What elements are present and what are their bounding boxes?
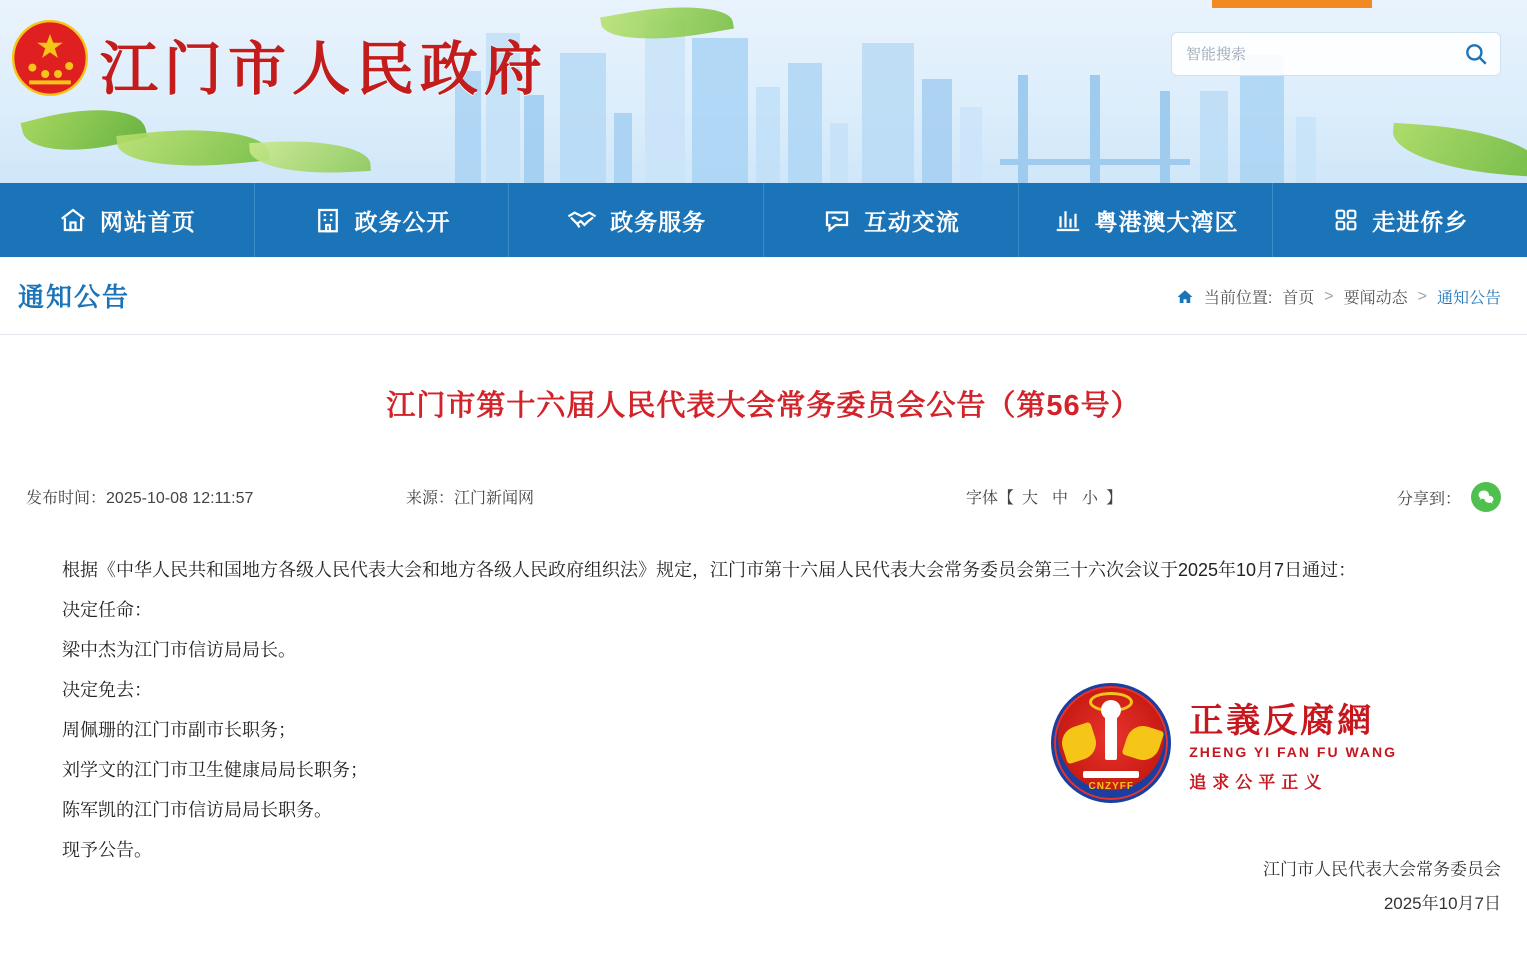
- skyline-decoration: [1200, 91, 1228, 183]
- article-paragraph: 决定任命：: [62, 600, 152, 620]
- search-box[interactable]: [1171, 32, 1501, 76]
- breadcrumb-prefix: 当前位置:: [1203, 290, 1273, 307]
- nav-label: 网站首页: [99, 208, 196, 235]
- font-size-label-end: 】: [1106, 489, 1123, 507]
- justice-scales-badge-icon: [1051, 683, 1171, 803]
- watermark-name-cn: 正義反腐網: [1189, 701, 1375, 741]
- watermark-slogan: 追求公平正义: [1189, 773, 1328, 792]
- article-paragraph: 现予公告。: [62, 840, 152, 860]
- watermark-badge-tag: CNZYFF: [1088, 781, 1134, 792]
- signature-date: 2025年10月7日: [1383, 894, 1501, 913]
- skyline-decoration: [614, 113, 632, 183]
- breadcrumb-item-current: 通知公告: [1436, 290, 1501, 307]
- source-label: 来源：: [406, 489, 455, 507]
- bridge-decoration: [1000, 63, 1190, 183]
- main-navigation: [0, 183, 1527, 257]
- breadcrumb-separator: >: [1324, 287, 1334, 305]
- skyline-decoration: [524, 95, 544, 183]
- watermark-name-pinyin: ZHENG YI FAN FU WANG: [1189, 744, 1397, 760]
- breadcrumb-bar: [0, 257, 1527, 335]
- skyline-decoration: [862, 43, 914, 183]
- publish-time-value: 2025-10-08 12:11:57: [106, 489, 254, 507]
- article-paragraph: 刘学文的江门市卫生健康局局长职务；: [62, 760, 368, 780]
- search-input[interactable]: [1172, 46, 1452, 63]
- home-icon: [1176, 288, 1194, 306]
- signature-org: 江门市人民代表大会常务委员会: [1263, 860, 1501, 879]
- skyline-decoration: [922, 79, 952, 183]
- skyline-decoration: [560, 53, 606, 183]
- article-paragraph: 梁中杰为江门市信访局局长。: [62, 640, 296, 660]
- search-icon: [1463, 41, 1489, 67]
- source-block: [406, 485, 966, 508]
- article: [0, 383, 1527, 913]
- article-meta: [26, 482, 1501, 510]
- font-size-control: [966, 485, 1122, 508]
- font-size-small[interactable]: 小: [1082, 489, 1099, 507]
- share-label: 分享到：: [1396, 490, 1461, 508]
- skyline-decoration: [830, 123, 848, 183]
- search-button[interactable]: [1452, 33, 1500, 75]
- share-block: [1397, 482, 1501, 512]
- skyline-decoration: [692, 38, 748, 183]
- orange-accent-bar: [1212, 0, 1372, 8]
- skyline-decoration: [960, 107, 982, 183]
- nav-label: 粤港澳大湾区: [1094, 208, 1239, 235]
- nav-item-home[interactable]: [0, 183, 255, 257]
- watermark-logo: [1051, 683, 1397, 803]
- publish-time-label: 发布时间：: [26, 489, 107, 507]
- home-icon: [58, 205, 88, 235]
- watermark-text: [1189, 693, 1397, 793]
- article-paragraph: 陈军凯的江门市信访局局长职务。: [62, 800, 332, 820]
- publish-time-block: [26, 485, 406, 508]
- nav-item-services[interactable]: [509, 183, 764, 257]
- article-signature: [881, 853, 1501, 921]
- bar-chart-icon: [1053, 205, 1083, 235]
- font-size-label: 字体【: [966, 489, 1015, 507]
- chat-icon: [822, 205, 852, 235]
- grid-icon: [1332, 206, 1360, 234]
- share-wechat-button[interactable]: [1471, 482, 1501, 512]
- page-title: 通知公告: [18, 282, 131, 312]
- nav-label: 政务公开: [354, 208, 451, 235]
- nav-item-explore-qiaoxiang[interactable]: [1273, 183, 1527, 257]
- article-paragraph: 根据《中华人民共和国地方各级人民代表大会和地方各级人民政府组织法》规定，江门市第十六届人民代表大会常务委员会第三十六次会议于2025年10月7日通过：: [62, 560, 1357, 580]
- site-banner: [0, 0, 1527, 183]
- wechat-icon: [1477, 488, 1495, 506]
- nav-label: 互动交流: [863, 208, 960, 235]
- nav-label: 政务服务: [610, 208, 707, 235]
- font-size-medium[interactable]: 中: [1052, 489, 1069, 507]
- nav-item-interaction[interactable]: [764, 183, 1019, 257]
- skyline-decoration: [1296, 117, 1316, 183]
- article-title: 江门市第十六届人民代表大会常务委员会公告（第56号）: [386, 390, 1141, 422]
- building-icon: [313, 205, 343, 235]
- nav-label: 走进侨乡: [1372, 208, 1469, 235]
- skyline-decoration: [788, 63, 822, 183]
- article-paragraph: 决定免去：: [62, 680, 152, 700]
- font-size-large[interactable]: 大: [1022, 489, 1039, 507]
- skyline-decoration: [756, 87, 780, 183]
- breadcrumb-item-news[interactable]: 要闻动态: [1343, 290, 1408, 307]
- skyline-decoration: [645, 17, 685, 183]
- nav-item-government-affairs[interactable]: [255, 183, 510, 257]
- national-emblem-icon: [10, 18, 90, 98]
- nav-item-greater-bay-area[interactable]: [1019, 183, 1274, 257]
- breadcrumb-item-home[interactable]: 首页: [1282, 290, 1315, 307]
- breadcrumb: [1176, 285, 1501, 308]
- site-title: 江门市人民政府: [100, 35, 549, 103]
- handshake-icon: [566, 205, 598, 235]
- breadcrumb-separator: >: [1417, 287, 1427, 305]
- source-value: 江门新闻网: [454, 489, 535, 507]
- article-paragraph: 周佩珊的江门市副市长职务；: [62, 720, 296, 740]
